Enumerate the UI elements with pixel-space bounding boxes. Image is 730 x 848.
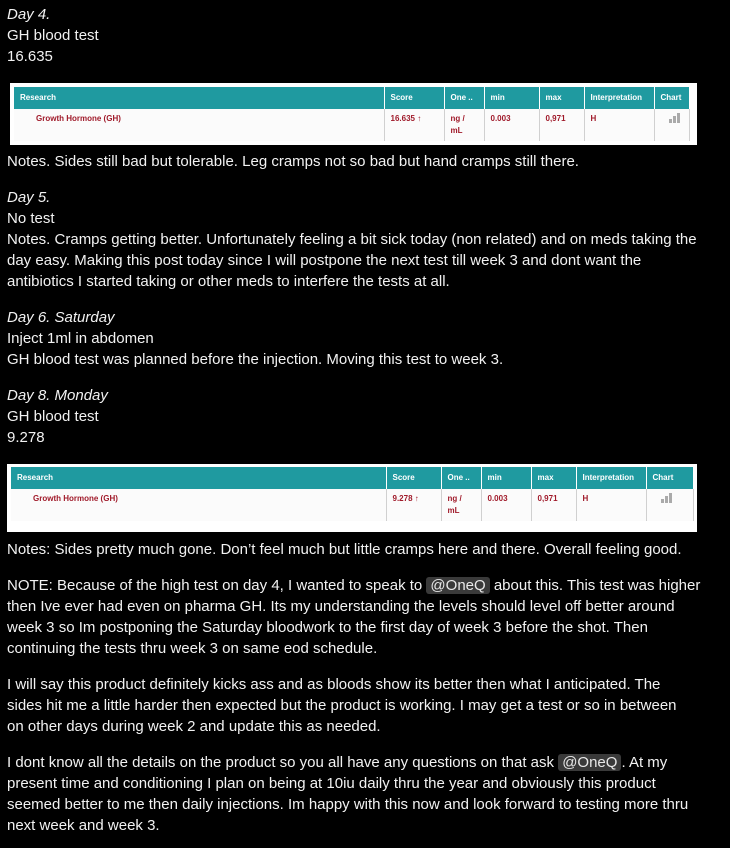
test-max: 0,971 [531, 489, 576, 521]
test-min: 0.003 [481, 489, 531, 521]
mention-link[interactable]: @OneQ [558, 754, 621, 771]
day4-value: 16.635 [7, 48, 53, 65]
test-interpretation: H [584, 109, 654, 141]
test-min: 0.003 [484, 109, 539, 141]
note-text: NOTE: Because of the high test on day 4, I wanted to speak to [7, 577, 427, 594]
lab-result-image-2 [7, 464, 697, 532]
table-row [14, 109, 689, 141]
note-line: week 3 so Im postponing the Saturday bloodwork to the first day of week 3 before the shot. Then [7, 619, 648, 636]
day5-test: No test [7, 210, 55, 227]
day5-notes-line: day easy. Making this post today since I will postpone the next test till week 3 and dont want the [7, 252, 642, 269]
chart-cell [646, 489, 693, 521]
col-max: max [531, 467, 576, 489]
day6-title: Day 6. Saturday [7, 309, 115, 326]
col-research: Research [14, 87, 384, 109]
note-line [7, 575, 700, 596]
col-unit: One .. [441, 467, 481, 489]
final-line: present time and conditioning I plan on being at 10iu daily thru the year and obviously this product [7, 775, 656, 792]
day4-title: Day 4. [7, 6, 51, 23]
lab-result-image-1 [10, 83, 697, 145]
col-chart: Chart [646, 467, 693, 489]
test-score: 9.278 ↑ [386, 489, 441, 521]
product-line: I will say this product definitely kicks ass and as bloods show its better then what I anticipated. The [7, 676, 661, 693]
bar-chart-icon [669, 113, 683, 123]
col-interpretation: Interpretation [584, 87, 654, 109]
day8-title: Day 8. Monday [7, 387, 108, 404]
col-max: max [539, 87, 584, 109]
col-chart: Chart [654, 87, 689, 109]
col-score: Score [386, 467, 441, 489]
day6-inject: Inject 1ml in abdomen [7, 330, 154, 347]
bar-chart-icon [661, 493, 675, 503]
day8-value: 9.278 [7, 429, 45, 446]
day6-note: GH blood test was planned before the injection. Moving this test to week 3. [7, 351, 504, 368]
day5-notes-line: Notes. Cramps getting better. Unfortunately feeling a bit sick today (non related) and on meds taking the [7, 231, 697, 248]
final-line: seemed better to me then daily injections. Im happy with this now and look forward to testing more thru [7, 796, 689, 813]
product-line: on other days during week 2 and update this as needed. [7, 718, 381, 735]
final-text: I dont know all the details on the product so you all have any questions on that ask [7, 754, 559, 771]
day4-test: GH blood test [7, 27, 99, 44]
final-line: next week and week 3. [7, 817, 160, 834]
mention-link[interactable]: @OneQ [426, 577, 489, 594]
notes-day8: Notes: Sides pretty much gone. Don’t feel much but little cramps here and there. Overall feeling good. [7, 541, 682, 558]
note-line: continuing the tests thru week 3 on same eod schedule. [7, 640, 378, 657]
note-line: then Ive ever had even on pharma GH. Its my understanding the levels should level off better around [7, 598, 675, 615]
test-name: Growth Hormone (GH) [14, 109, 384, 141]
test-name: Growth Hormone (GH) [11, 489, 386, 521]
col-min: min [484, 87, 539, 109]
test-max: 0,971 [539, 109, 584, 141]
col-unit: One .. [444, 87, 484, 109]
col-research: Research [11, 467, 386, 489]
col-min: min [481, 467, 531, 489]
chart-cell [654, 109, 689, 141]
product-line: sides hit me a little harder then expected but the product is working. I may get a test or so in between [7, 697, 677, 714]
day5-notes-line: antibiotics I started taking or other meds to interfere the tests at all. [7, 273, 450, 290]
test-unit: ng / mL [444, 109, 484, 141]
col-interpretation: Interpretation [576, 467, 646, 489]
test-unit: ng / mL [441, 489, 481, 521]
table-row [11, 489, 693, 521]
note-text: about this. This test was higher [489, 577, 701, 594]
test-interpretation: H [576, 489, 646, 521]
test-score: 16.635 ↑ [384, 109, 444, 141]
final-line [7, 752, 667, 773]
day8-test: GH blood test [7, 408, 99, 425]
day5-title: Day 5. [7, 189, 51, 206]
col-score: Score [384, 87, 444, 109]
notes-day4: Notes. Sides still bad but tolerable. Leg cramps not so bad but hand cramps still there. [7, 153, 579, 170]
final-text: . At my [621, 754, 668, 771]
